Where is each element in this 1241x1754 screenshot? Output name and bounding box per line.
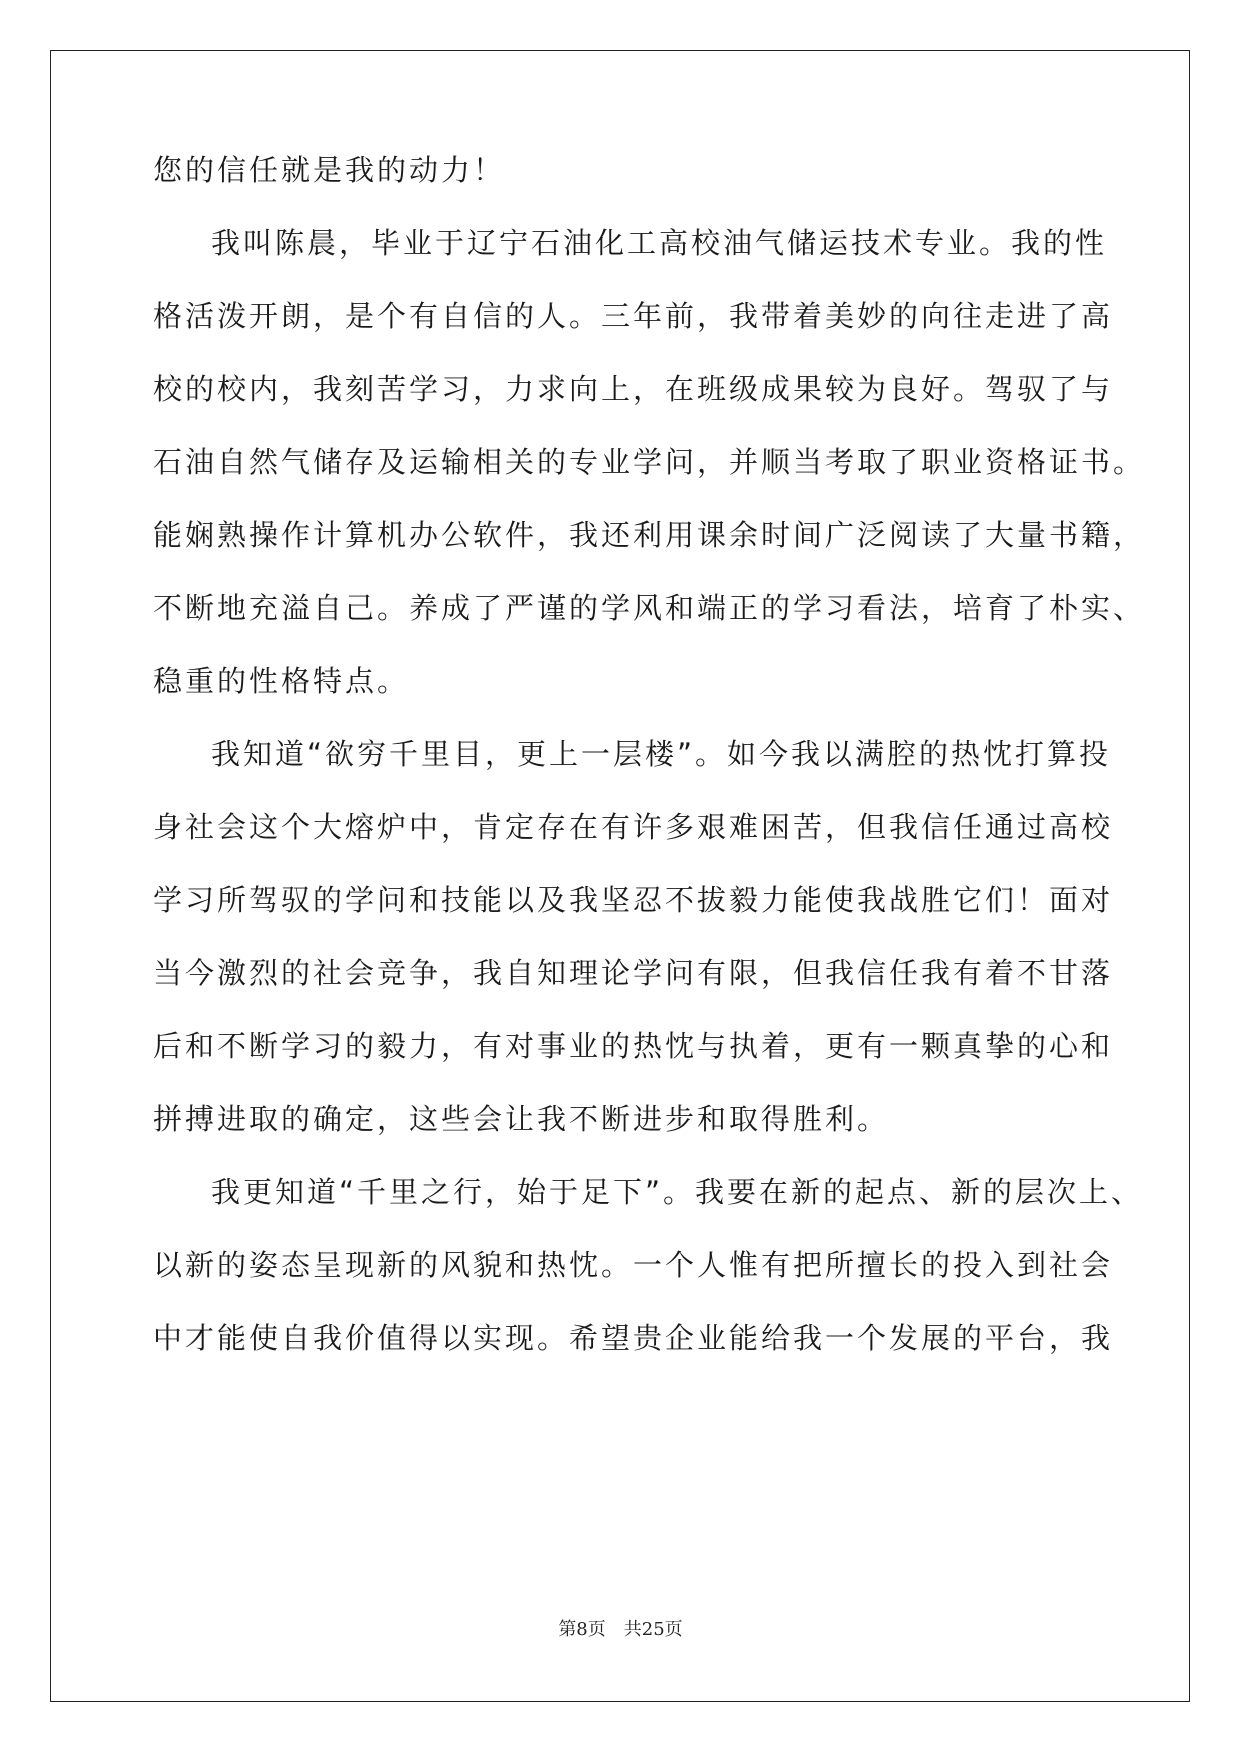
paragraph-line: 当今激烈的社会竞争，我自知理论学问有限，但我信任我有着不甘落 bbox=[153, 956, 1114, 990]
paragraph-line: 我更知道“千里之行，始于足下”。我要在新的起点、新的层次上、 bbox=[211, 1175, 1144, 1209]
page-footer bbox=[0, 1618, 1241, 1642]
paragraph-line: 校的校内，我刻苦学习，力求向上，在班级成果较为良好。驾驭了与 bbox=[153, 372, 1114, 406]
paragraph-line: 拼搏进取的确定，这些会让我不断进步和取得胜利。 bbox=[153, 1102, 890, 1136]
paragraph-line: 我知道“欲穷千里目，更上一层楼”。如今我以满腔的热忱打算投 bbox=[211, 737, 1112, 771]
paragraph-line: 稳重的性格特点。 bbox=[153, 664, 410, 698]
page-number: 第8页 bbox=[558, 1619, 606, 1640]
page-total: 共25页 bbox=[623, 1619, 683, 1640]
text-line: 您的信任就是我的动力！ bbox=[153, 153, 506, 187]
paragraph-line: 格活泼开朗，是个有自信的人。三年前，我带着美妙的向往走进了高 bbox=[153, 299, 1114, 333]
paragraph-line: 中才能使自我价值得以实现。希望贵企业能给我一个发展的平台，我 bbox=[153, 1321, 1114, 1355]
paragraph-line: 能娴熟操作计算机办公软件，我还利用课余时间广泛阅读了大量书籍， bbox=[153, 518, 1146, 552]
paragraph-line: 石油自然气储存及运输相关的专业学问，并顺当考取了职业资格证书。 bbox=[153, 445, 1146, 479]
paragraph-line: 我叫陈晨，毕业于辽宁石油化工高校油气储运技术专业。我的性 bbox=[211, 226, 1108, 260]
paragraph-line: 身社会这个大熔炉中，肯定存在有许多艰难困苦，但我信任通过高校 bbox=[153, 810, 1114, 844]
paragraph-line: 不断地充溢自己。养成了严谨的学风和端正的学习看法，培育了朴实、 bbox=[153, 591, 1146, 625]
paragraph-line: 以新的姿态呈现新的风貌和热忱。一个人惟有把所擅长的投入到社会 bbox=[153, 1248, 1114, 1282]
paragraph-line: 后和不断学习的毅力，有对事业的热忱与执着，更有一颗真挚的心和 bbox=[153, 1029, 1114, 1063]
paragraph-line: 学习所驾驭的学问和技能以及我坚忍不拔毅力能使我战胜它们！面对 bbox=[153, 883, 1114, 917]
